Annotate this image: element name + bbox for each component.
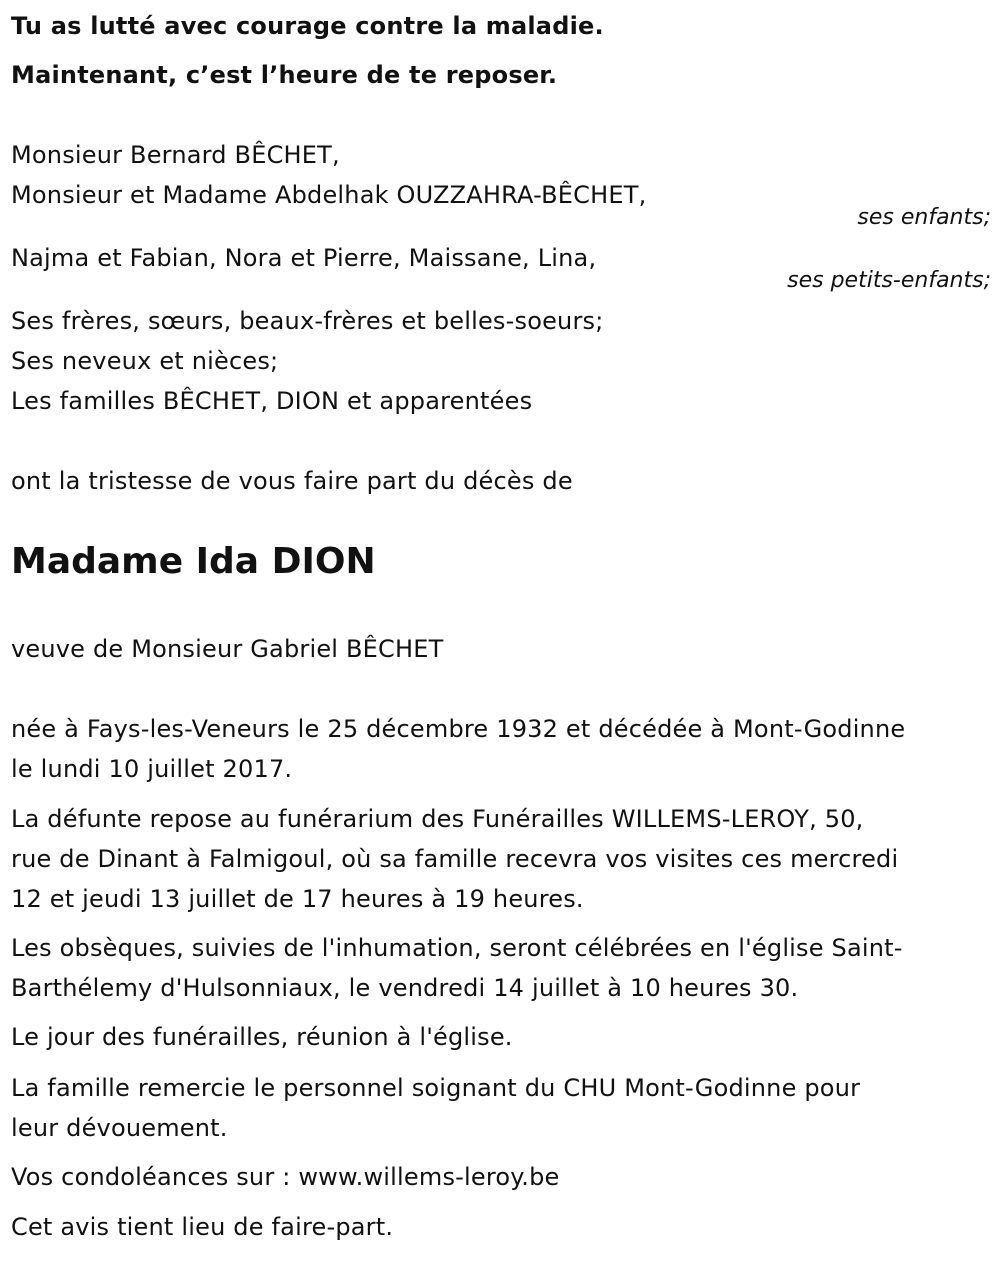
funeral-line-2: Barthélemy d'Hulsonniaux, le vendredi 14 juillet à 10 heures 30.: [11, 974, 799, 1002]
families-line: Les familles BÊCHET, DION et apparentées: [11, 387, 533, 415]
child-1: Monsieur Bernard BÊCHET,: [11, 141, 340, 169]
nephews-line: Ses neveux et nièces;: [11, 347, 279, 375]
thanks-line-1: La famille remercie le personnel soignant du CHU Mont-Godinne pour: [11, 1074, 861, 1102]
thanks-line-2: leur dévouement.: [11, 1114, 228, 1142]
birth-death-line-2: le lundi 10 juillet 2017.: [11, 755, 293, 783]
deceased-name: Madame Ida DION: [11, 541, 376, 582]
notice-line: Cet avis tient lieu de faire-part.: [11, 1213, 394, 1241]
repose-line-2: rue de Dinant à Falmigoul, où sa famille recevra vos visites ces mercredi: [11, 845, 899, 873]
epigraph-line-2: Maintenant, c’est l’heure de te reposer.: [11, 61, 558, 89]
birth-death-line-1: née à Fays-les-Veneurs le 25 décembre 1932 et décédée à Mont-Godinne: [11, 715, 906, 743]
child-2: Monsieur et Madame Abdelhak OUZZAHRA-BÊCHET,: [11, 181, 647, 209]
condolences-line: Vos condoléances sur : www.willems-leroy.be: [11, 1163, 560, 1191]
repose-line-1: La défunte repose au funérarium des Funérailles WILLEMS-LEROY, 50,: [11, 805, 864, 833]
children-label: ses enfants;: [857, 205, 991, 230]
repose-line-3: 12 et jeudi 13 juillet de 17 heures à 19 heures.: [11, 885, 584, 913]
meeting-line: Le jour des funérailles, réunion à l'église.: [11, 1023, 513, 1051]
siblings-line: Ses frères, sœurs, beaux-frères et belles-soeurs;: [11, 307, 604, 335]
funeral-line-1: Les obsèques, suivies de l'inhumation, seront célébrées en l'église Saint-: [11, 934, 903, 962]
grandchildren-label: ses petits-enfants;: [787, 268, 991, 293]
grandchildren: Najma et Fabian, Nora et Pierre, Maissane, Lina,: [11, 244, 597, 272]
announcement: ont la tristesse de vous faire part du décès de: [11, 467, 573, 495]
epigraph-line-1: Tu as lutté avec courage contre la maladie.: [11, 12, 604, 40]
widow-of: veuve de Monsieur Gabriel BÊCHET: [11, 635, 444, 663]
